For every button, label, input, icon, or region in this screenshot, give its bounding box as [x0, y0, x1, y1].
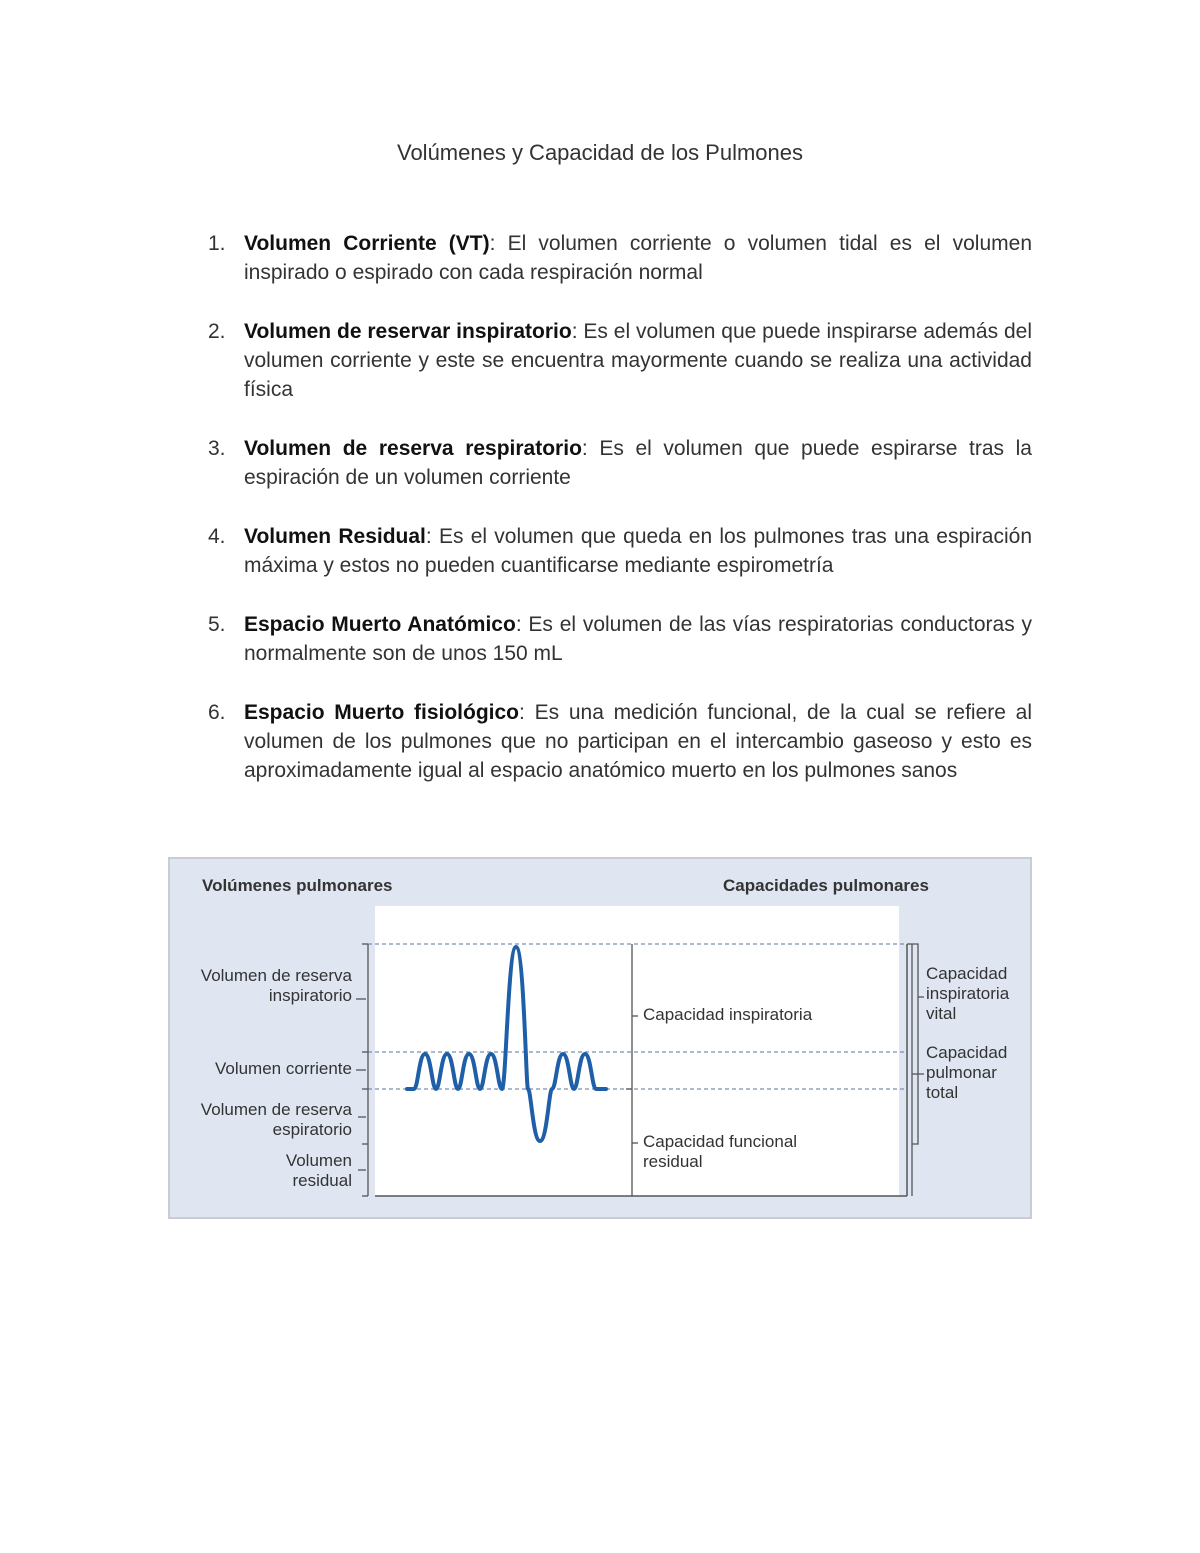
item-text: : Es el volumen que puede inspirarse además del volumen corriente y este se encuentra mayormente cuando se realiza una actividad física: [244, 320, 1032, 401]
item-term: Volumen Corriente (VT): [244, 232, 490, 255]
definitions-list: [208, 229, 1033, 815]
item-text: : Es el volumen que queda en los pulmones tras una espiración máxima y estos no pueden cuantificarse mediante espirometría: [244, 525, 1032, 577]
lung-volumes-figure: [168, 857, 1032, 1219]
list-item: 1. Volumen Corriente (VT): El volumen corriente o volumen tidal es el volumen inspirado o espirado con cada respiración normal: [208, 232, 1032, 284]
item-term: Volumen de reservar inspiratorio: [244, 320, 572, 343]
item-term: Espacio Muerto Anatómico: [244, 613, 516, 636]
total-capacity-brackets: [907, 944, 924, 1196]
page-title: Volúmenes y Capacidad de los Pulmones: [396, 140, 804, 165]
ic-label: Capacidad inspiratoria: [643, 1005, 813, 1024]
item-text: : Es el volumen de las vías respiratorias conductoras y normalmente son de unos 150 mL: [244, 613, 1032, 665]
list-item: 5. Espacio Muerto Anatómico: Es el volumen de las vías respiratorias conductoras y normalmente son de unos 150 mL: [208, 613, 1032, 665]
item-text: : Es el volumen que puede espirarse tras la espiración de un volumen corriente: [244, 437, 1032, 489]
vc-label: Capacidad inspiratoria vital: [926, 964, 1010, 1023]
item-term: Volumen de reserva respiratorio: [244, 437, 582, 460]
tlc-label: Capacidad pulmonar total: [926, 1043, 1008, 1102]
item-term: Espacio Muerto fisiológico: [244, 701, 520, 724]
plot-area: [375, 906, 899, 1196]
frc-label: Capacidad funcional residual: [643, 1132, 798, 1171]
volumes-header: Volúmenes pulmonares: [202, 876, 393, 895]
erv-label: Volumen de reserva espiratorio: [200, 1100, 352, 1139]
list-item: 4. Volumen Residual: Es el volumen que queda en los pulmones tras una espiración máxima y estos no pueden cuantificarse mediante espirometría: [208, 525, 1032, 577]
item-text: : El volumen corriente o volumen tidal es el volumen inspirado o espirado con cada respiración normal: [244, 232, 1032, 284]
list-item: 6. Espacio Muerto fisiológico: Es una medición funcional, de la cual se refiere al volumen de los pulmones que no participan en el intercambio gaseoso y esto es aproximadamente igual al espacio anatómico muerto en los pulmones sanos: [208, 701, 1033, 782]
tv-label: Volumen corriente: [214, 1059, 352, 1078]
capacities-header: Capacidades pulmonares: [723, 876, 929, 895]
list-item: 3. Volumen de reserva respiratorio: Es el volumen que puede espirarse tras la espiración de un volumen corriente: [208, 437, 1032, 489]
item-text: : Es una medición funcional, de la cual se refiere al volumen de los pulmones que no participan en el intercambio gaseoso y esto es aproximadamente igual al espacio anatómico muerto en los pulmones sanos: [244, 701, 1033, 782]
item-term: Volumen Residual: [244, 525, 426, 548]
irv-label: Volumen de reserva inspiratorio: [200, 966, 352, 1005]
rv-label: Volumen residual: [285, 1151, 352, 1190]
list-item: 2. Volumen de reservar inspiratorio: Es el volumen que puede inspirarse además del volumen corriente y este se encuentra mayormente cuando se realiza una actividad física: [208, 320, 1032, 401]
